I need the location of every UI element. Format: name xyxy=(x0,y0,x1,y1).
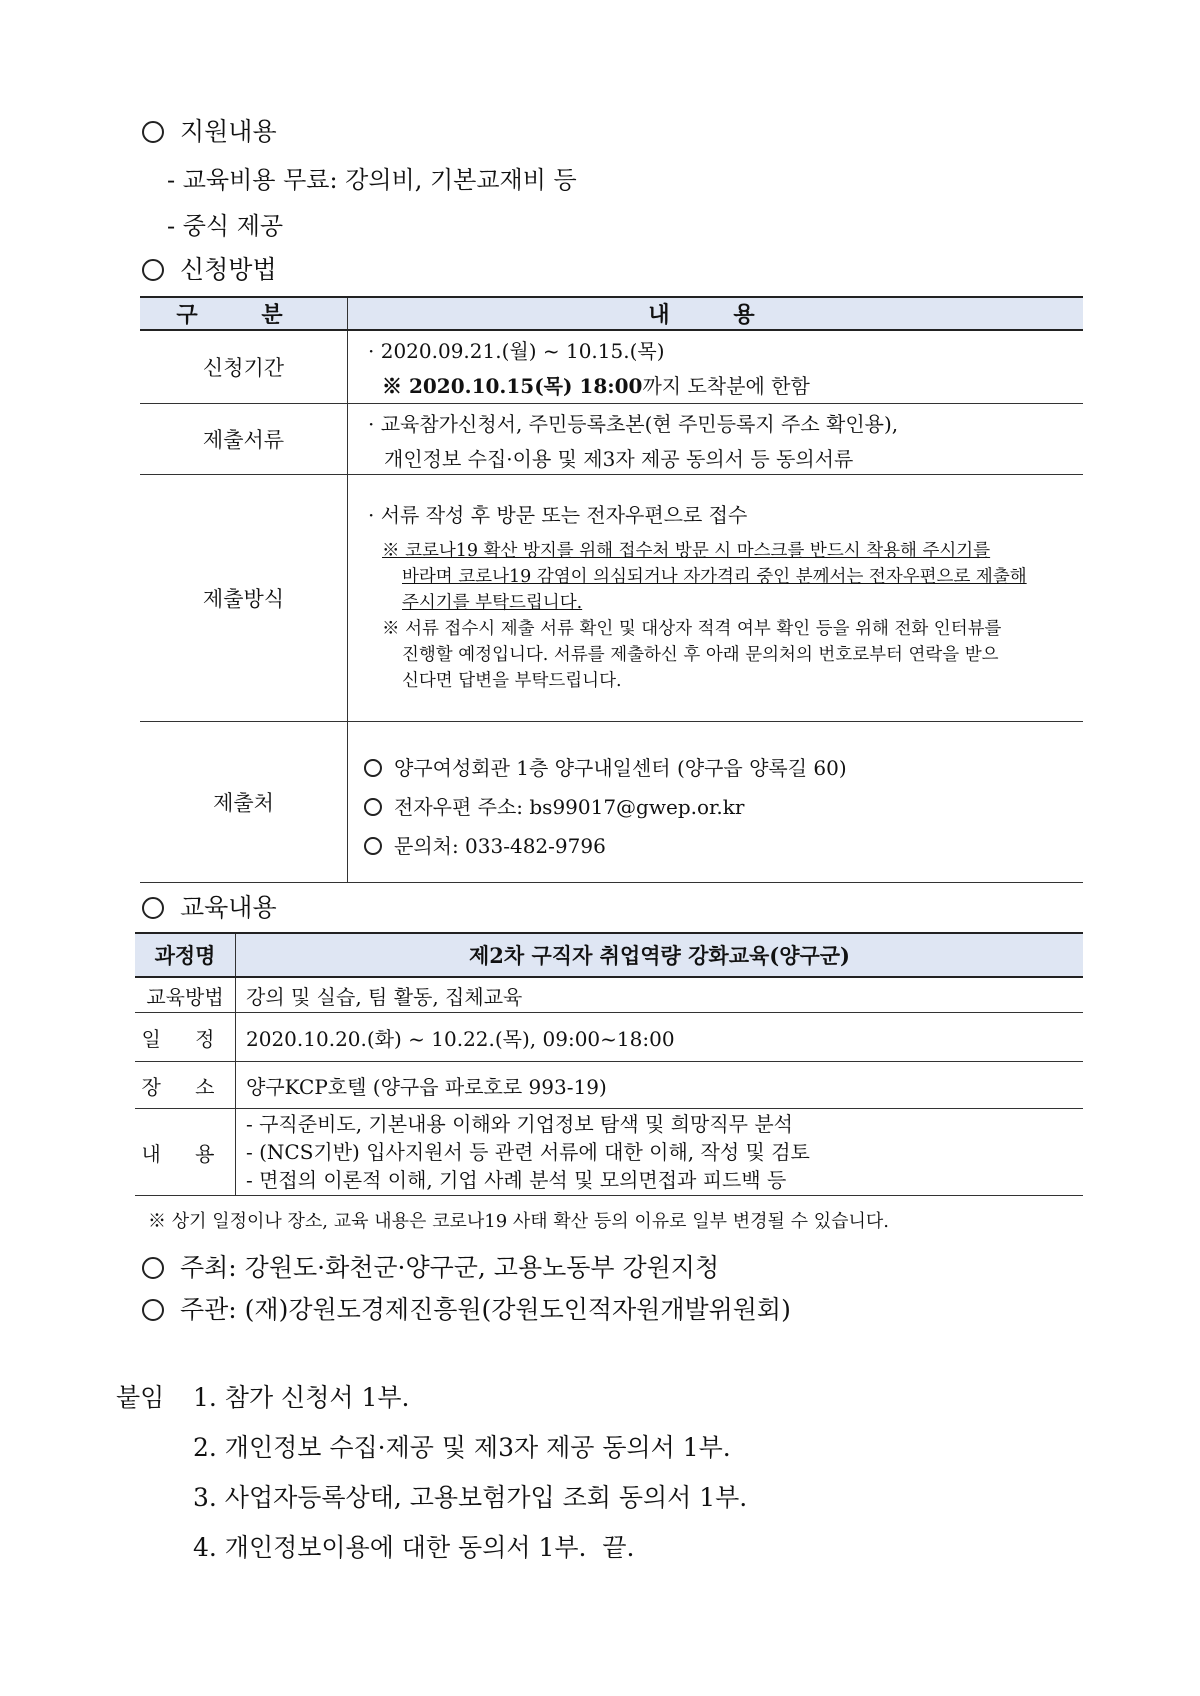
note-line: 바라며 코로나19 감염이 의심되거나 자가격리 중인 분께서는 전자우편으로 제출해 xyxy=(402,567,1027,587)
content-item: - 구직준비도, 기본내용 이해와 기업정보 탐색 및 희망직무 분석 xyxy=(246,1112,793,1136)
table-row xyxy=(135,1062,1083,1109)
table-row xyxy=(140,722,1083,883)
edu-table xyxy=(135,932,1083,1196)
row-label: 교육방법 xyxy=(135,977,236,1013)
row-content-docs xyxy=(348,404,1084,475)
note-line: 진행할 예정입니다. 서류를 제출하신 후 아래 문의처의 번호로부터 연락을 받으 xyxy=(402,645,999,665)
row-value: 2020.10.20.(화) ~ 10.22.(목), 09:00~18:00 xyxy=(236,1013,1084,1062)
row-value: 양구KCP호텔 (양구읍 파로호로 993-19) xyxy=(236,1062,1084,1109)
row-content-list xyxy=(236,1109,1084,1196)
row-label-docs: 제출서류 xyxy=(140,404,348,475)
period-line: · 2020.09.21.(월) ~ 10.15.(목) xyxy=(368,339,665,363)
attachment-label: 붙임 xyxy=(116,1383,165,1412)
header-course-name: 제2차 구직자 취업역량 강화교육(양구군) xyxy=(236,933,1084,977)
table-row xyxy=(140,330,1083,404)
row-label-method: 제출방식 xyxy=(140,475,348,722)
row-content-place xyxy=(348,722,1084,883)
header-category: 구 분 xyxy=(140,297,348,330)
row-content-method xyxy=(348,475,1084,722)
place-text: 양구여성회관 1층 양구내일센터 (양구읍 양록길 60) xyxy=(394,756,847,780)
section-title-text: 신청방법 xyxy=(180,255,277,284)
docs-line: · 교육참가신청서, 주민등록초본(현 주민등록지 주소 확인용), xyxy=(368,412,899,436)
section-apply-title xyxy=(142,250,277,286)
apply-table xyxy=(140,296,1083,883)
place-item xyxy=(364,830,1083,859)
host-line xyxy=(142,1248,719,1284)
method-note-interview xyxy=(368,616,1073,694)
section-edu-title xyxy=(142,888,277,924)
table-row xyxy=(135,977,1083,1013)
circle-bullet-icon xyxy=(364,798,382,816)
circle-bullet-icon xyxy=(364,837,382,855)
row-value: 강의 및 실습, 팀 활동, 집체교육 xyxy=(236,977,1084,1013)
note-mark: ※ xyxy=(382,374,409,398)
note-rest: 까지 도착분에 한함 xyxy=(642,374,810,398)
place-text: 전자우편 주소: bs99017@gwep.or.kr xyxy=(394,795,745,819)
attachment-item: 3. 사업자등록상태, 고용보험가입 조회 동의서 1부. xyxy=(193,1483,748,1512)
table-row xyxy=(140,475,1083,722)
note-line: 주시기를 부탁드립니다. xyxy=(402,593,583,613)
circle-bullet-icon xyxy=(364,759,382,777)
content-item: - 면접의 이론적 이해, 기업 사례 분석 및 모의면접과 피드백 등 xyxy=(246,1168,787,1192)
edu-note: ※ 상기 일정이나 장소, 교육 내용은 코로나19 사태 확산 등의 이유로 일부 변경될 수 있습니다. xyxy=(148,1211,890,1232)
docs-line: 개인정보 수집·이용 및 제3자 제공 동의서 등 동의서류 xyxy=(384,447,854,471)
table-row xyxy=(135,1013,1083,1062)
row-label: 일 정 xyxy=(135,1013,236,1062)
circle-bullet-icon xyxy=(142,1299,164,1321)
note-deadline: 2020.10.15(목) 18:00 xyxy=(408,374,643,398)
table-row xyxy=(140,404,1083,475)
method-note-mask xyxy=(368,538,1073,616)
circle-bullet-icon xyxy=(142,1257,164,1279)
table-header-row xyxy=(135,933,1083,977)
organizer-text: 주관: (재)강원도경제진흥원(강원도인적자원개발위원회) xyxy=(180,1295,791,1324)
header-course: 과정명 xyxy=(135,933,236,977)
row-label-period: 신청기간 xyxy=(140,330,348,404)
attachment-item: 4. 개인정보이용에 대한 동의서 1부. 끝. xyxy=(193,1533,635,1562)
header-content: 내 용 xyxy=(348,297,1084,330)
support-item: - 교육비용 무료: 강의비, 기본교재비 등 xyxy=(167,166,577,194)
note-line: 신다면 답변을 부탁드립니다. xyxy=(402,671,622,691)
attachment-item: 1. 참가 신청서 1부. xyxy=(193,1383,410,1412)
place-item xyxy=(364,791,1083,820)
circle-bullet-icon xyxy=(142,121,164,143)
content-item: - (NCS기반) 입사지원서 등 관련 서류에 대한 이해, 작성 및 검토 xyxy=(246,1140,810,1164)
note-line: ※ 코로나19 확산 방지를 위해 접수처 방문 시 마스크를 반드시 착용해 주시기를 xyxy=(382,541,991,561)
row-label: 내 용 xyxy=(135,1109,236,1196)
section-title-text: 지원내용 xyxy=(180,117,277,146)
section-support-title xyxy=(142,112,277,148)
organizer-line xyxy=(142,1290,791,1326)
row-content-period xyxy=(348,330,1084,404)
attachment-item: 2. 개인정보 수집·제공 및 제3자 제공 동의서 1부. xyxy=(193,1433,731,1462)
row-label-place: 제출처 xyxy=(140,722,348,883)
support-item: - 중식 제공 xyxy=(167,212,284,240)
circle-bullet-icon xyxy=(142,259,164,281)
host-text: 주최: 강원도·화천군·양구군, 고용노동부 강원지청 xyxy=(180,1253,720,1282)
note-line: ※ 서류 접수시 제출 서류 확인 및 대상자 적격 여부 확인 등을 위해 전화 인터뷰를 xyxy=(382,619,1002,639)
table-header-row xyxy=(140,297,1083,330)
table-row xyxy=(135,1109,1083,1196)
row-label: 장 소 xyxy=(135,1062,236,1109)
place-text: 문의처: 033-482-9796 xyxy=(394,834,606,858)
period-note xyxy=(368,370,1083,399)
circle-bullet-icon xyxy=(142,897,164,919)
place-item xyxy=(364,752,1083,781)
section-title-text: 교육내용 xyxy=(180,893,277,922)
method-line: · 서류 작성 후 방문 또는 전자우편으로 접수 xyxy=(368,503,748,527)
